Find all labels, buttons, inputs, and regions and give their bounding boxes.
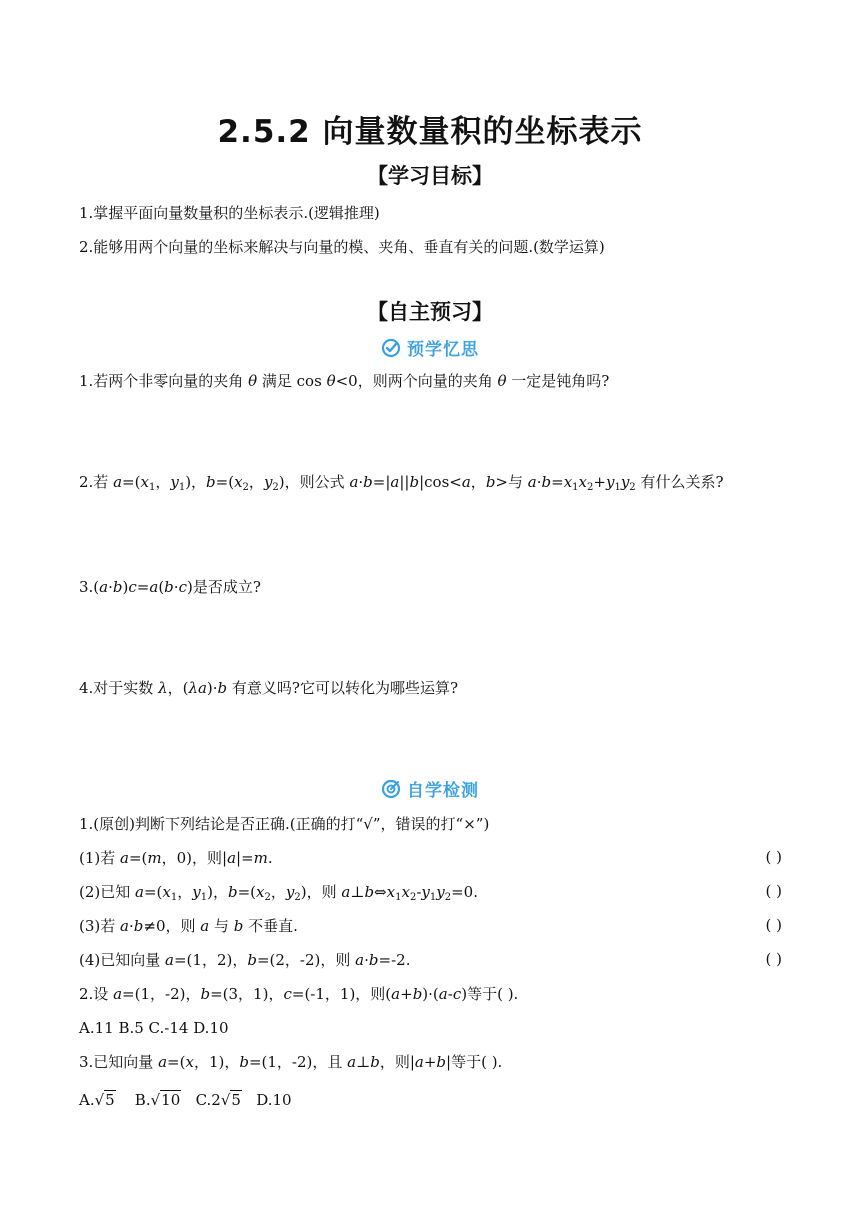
question-3-options: A.√5 B.√10 C.2√5 D.10 xyxy=(79,1091,292,1109)
judgement-4: (4)已知向量 a=(1，2)，b=(2，-2)，则 a·b=-2. xyxy=(79,951,411,969)
answer-blank-1[interactable]: ( ) xyxy=(765,848,782,866)
preview-question-1: 1.若两个非零向量的夹角 θ 满足 cos θ<0，则两个向量的夹角 θ 一定是钝角吗? xyxy=(79,372,610,390)
preview-badge xyxy=(0,335,860,362)
page-title: 2.5.2 向量数量积的坐标表示 xyxy=(217,114,643,150)
target-icon xyxy=(381,779,401,799)
objectives-heading: 【学习目标】 xyxy=(367,164,493,188)
preview-question-4: 4.对于实数 λ，(λa)·b 有意义吗?它可以转化为哪些运算? xyxy=(79,679,459,697)
judgement-3: (3)若 a·b≠0，则 a 与 b 不垂直. xyxy=(79,917,298,935)
question-2-options: A.11 B.5 C.-14 D.10 xyxy=(79,1019,229,1037)
answer-blank-4[interactable]: ( ) xyxy=(765,950,782,968)
answer-blank-3[interactable]: ( ) xyxy=(765,916,782,934)
preview-badge-label: 预学忆思 xyxy=(407,340,479,360)
selfcheck-badge xyxy=(0,776,860,803)
judgement-1: (1)若 a=(m，0)，则|a|=m. xyxy=(79,849,273,867)
objective-item-2: 2.能够用两个向量的坐标来解决与向量的模、夹角、垂直有关的问题.(数学运算) xyxy=(79,238,605,256)
selfcheck-question-1: 1.(原创)判断下列结论是否正确.(正确的打“√”，错误的打“×”) xyxy=(79,815,490,833)
selfcheck-badge-label: 自学检测 xyxy=(407,781,479,801)
objective-item-1: 1.掌握平面向量数量积的坐标表示.(逻辑推理) xyxy=(79,204,380,222)
selfcheck-question-3: 3.已知向量 a=(x，1)，b=(1，-2)，且 a⊥b，则|a+b|等于( ). xyxy=(79,1053,503,1071)
answer-blank-2[interactable]: ( ) xyxy=(765,882,782,900)
preview-question-3: 3.(a·b)c=a(b·c)是否成立? xyxy=(79,578,261,596)
preview-question-2: 2.若 $a=(x_1$，$y_1$)，$b=(x_2$，$y_2$)，则公式 a·b=|a||b|cos<a，b>与 $a\cdot b=x_1x_2+y_1y_2$ 有什么关系? xyxy=(79,473,724,493)
preview-heading: 【自主预习】 xyxy=(367,300,493,324)
selfcheck-question-2: 2.设 a=(1，-2)，b=(3，1)，c=(-1，1)，则(a+b)·(a-c)等于( ). xyxy=(79,985,519,1003)
judgement-2: (2)已知 $a=(x_1$，$y_1$)，$b=(x_2$，$y_2$)，则 $a\perp b\Leftrightarrow x_1x_2-y_1y_2=0$. xyxy=(79,883,478,903)
check-circle-icon xyxy=(381,338,401,358)
